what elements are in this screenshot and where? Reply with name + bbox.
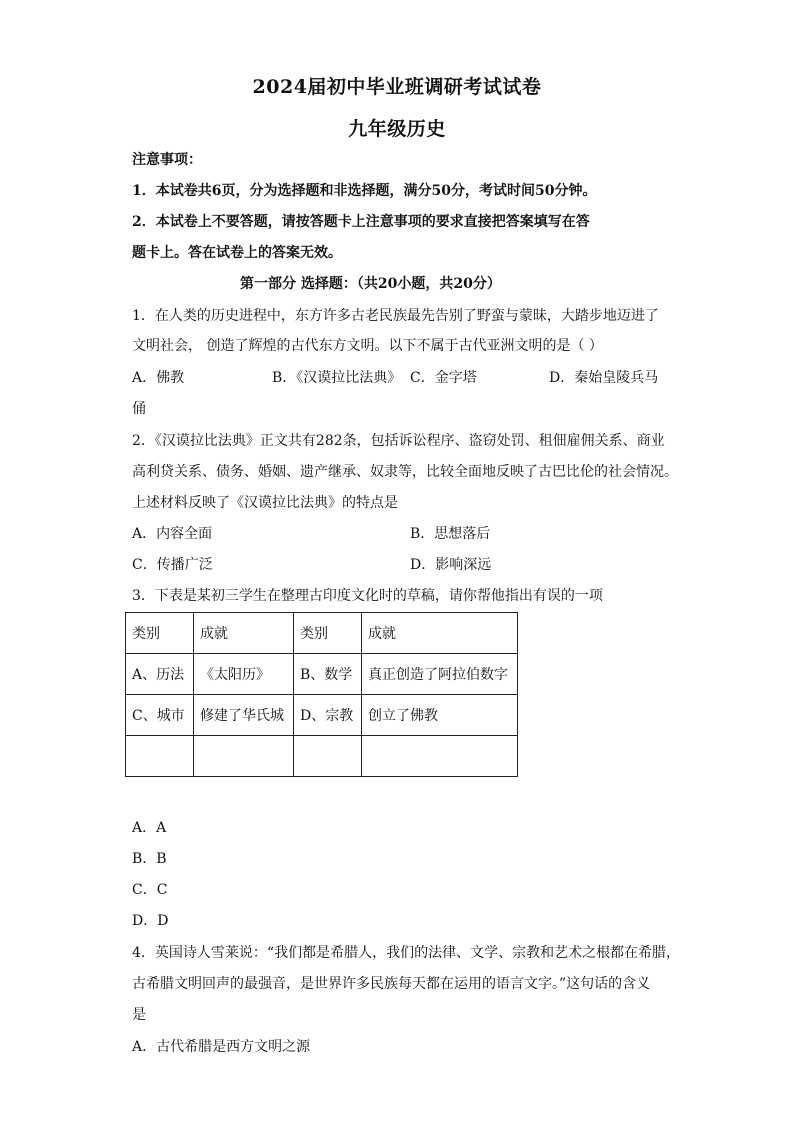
q4-stem-line-2: 古希腊文明回声的最强音，是世界许多民族每天都在运用的语言文字。”这句话的含义 <box>132 976 651 992</box>
q4-stem-line-3: 是 <box>132 1007 146 1023</box>
q1-option-d: D．秦始皇陵兵马 <box>549 370 659 386</box>
table-cell: A、历法 <box>126 654 194 695</box>
q2-stem-line-2: 高利贷关系、债务、婚姻、遗产继承、奴隶等，比较全面地反映了古巴比伦的社会情况。 <box>132 464 678 480</box>
notice-item-2-line-2: 题卡上。答在试卷上的答案无效。 <box>132 245 342 261</box>
q3-option-c: C．C <box>132 882 168 898</box>
q3-table <box>125 612 518 777</box>
q4-option-a: A．古代希腊是西方文明之源 <box>132 1039 311 1055</box>
table-cell: 类别 <box>294 613 362 654</box>
table-cell: C、城市 <box>126 695 194 736</box>
q3-option-d: D．D <box>132 913 169 929</box>
q2-option-c: C．传播广泛 <box>132 557 213 573</box>
q1-option-b: B．《汉谟拉比法典》 <box>272 370 402 386</box>
q3-stem: 3．下表是某初三学生在整理古印度文化时的草稿，请你帮他指出有误的一项 <box>132 588 603 604</box>
q2-option-b: B．思想落后 <box>410 526 491 542</box>
q2-stem-line-1: 2．《汉谟拉比法典》正文共有282条，包括诉讼程序、盗窃处罚、租佃雇佣关系、商业 <box>132 433 665 449</box>
q3-option-a: A．A <box>132 820 167 836</box>
table-row <box>126 613 518 654</box>
q4-stem-line-1: 4．英国诗人雪莱说：“我们都是希腊人，我们的法律、文学、宗教和艺术之根都在希腊， <box>132 945 681 961</box>
q2-option-a: A．内容全面 <box>132 526 213 542</box>
table-cell: 成就 <box>362 613 518 654</box>
table-cell <box>362 736 518 777</box>
q1-option-a: A．佛教 <box>132 370 185 386</box>
table-cell: 类别 <box>126 613 194 654</box>
section-1-title: 第一部分 选择题：（共20小题，共20分） <box>240 276 501 292</box>
table-cell <box>126 736 194 777</box>
q1-stem-line-2: 文明社会， 创造了辉煌的古代东方文明。以下不属于古代亚洲文明的是（ ） <box>132 338 603 354</box>
table-cell: 《太阳历》 <box>194 654 294 695</box>
q1-option-d-continued: 俑 <box>132 401 146 417</box>
q1-option-c: C．金字塔 <box>410 370 477 386</box>
q2-option-d: D．影响深远 <box>410 557 492 573</box>
table-row <box>126 736 518 777</box>
table-cell <box>294 736 362 777</box>
table-row <box>126 695 518 736</box>
table-cell <box>194 736 294 777</box>
notice-heading: 注意事项： <box>132 152 202 168</box>
exam-title: 2024届初中毕业班调研考试试卷 <box>252 76 542 98</box>
q2-stem-line-3: 上述材料反映了《汉谟拉比法典》的特点是 <box>132 495 398 511</box>
q3-option-b: B．B <box>132 851 167 867</box>
table-cell: 修建了华氏城 <box>194 695 294 736</box>
table-cell: 创立了佛教 <box>362 695 518 736</box>
notice-item-2-line-1: 2．本试卷上不要答题，请按答题卡上注意事项的要求直接把答案填写在答 <box>132 214 590 230</box>
q1-stem-line-1: 1．在人类的历史进程中，东方许多古老民族最先告别了野蛮与蒙昧，大踏步地迈进了 <box>132 308 659 324</box>
exam-subject: 九年级历史 <box>348 118 446 140</box>
table-row <box>126 654 518 695</box>
table-cell: D、宗教 <box>294 695 362 736</box>
table-cell: B、数学 <box>294 654 362 695</box>
table-cell: 成就 <box>194 613 294 654</box>
table-cell: 真正创造了阿拉伯数字 <box>362 654 518 695</box>
notice-item-1: 1．本试卷共6页，分为选择题和非选择题，满分50分，考试时间50分钟。 <box>132 183 597 199</box>
